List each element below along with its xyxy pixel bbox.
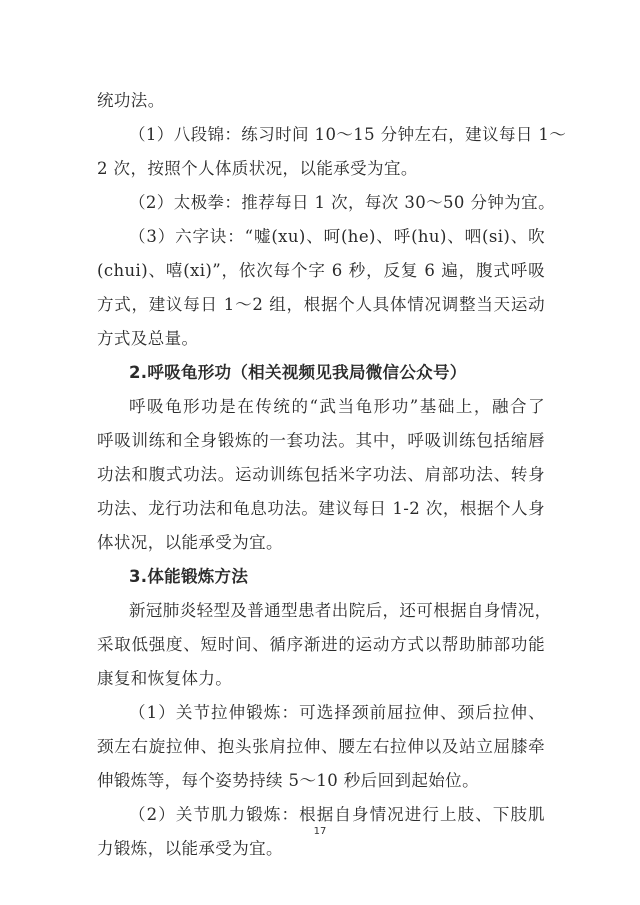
paragraph-line: 伸锻炼等，每个姿势持续 5～10 秒后回到起始位。 (97, 771, 479, 790)
text-line: 方式及总量。 (97, 329, 199, 348)
section-heading-breathing-turtle: 2.呼吸龟形功（相关视频见我局微信公众号） (129, 363, 467, 382)
list-item-joint-strength: （2）关节肌力锻炼：根据自身情况进行上肢、下肢肌 (129, 805, 545, 824)
text-line: 方式，建议每日 1～2 组，根据个人具体情况调整当天运动 (97, 295, 545, 314)
list-item-liuzijue: （3）六字诀：“嘘(xu)、呵(he)、呼(hu)、呬(si)、吹 (129, 227, 545, 246)
list-item-taijiquan: （2）太极拳：推荐每日 1 次，每次 30～50 分钟为宜。 (129, 193, 555, 212)
text-line: 2 次，按照个人体质状况，以能承受为宜。 (97, 159, 418, 178)
text-line: 统功法。 (97, 91, 165, 110)
section-heading-fitness: 3.体能锻炼方法 (129, 567, 249, 586)
paragraph-line: 力锻炼，以能承受为宜。 (97, 839, 283, 858)
paragraph-line: 功法和腹式功法。运动训练包括米字功法、肩部功法、转身 (97, 465, 545, 484)
page-number: 17 (313, 826, 327, 837)
text-line: (chui)、嘻(xi)”，依次每个字 6 秒，反复 6 遍，腹式呼吸 (97, 261, 545, 280)
paragraph-line: 呼吸龟形功是在传统的“武当龟形功”基础上，融合了 (129, 397, 545, 416)
paragraph-line: 呼吸训练和全身锻炼的一套功法。其中，呼吸训练包括缩唇 (97, 431, 545, 450)
paragraph-line: 功法、龙行功法和龟息功法。建议每日 1-2 次，根据个人身 (97, 499, 545, 518)
paragraph-line: 康复和恢复体力。 (97, 669, 233, 688)
paragraph-line: 颈左右旋拉伸、抱头张肩拉伸、腰左右拉伸以及站立屈膝牵 (97, 737, 545, 756)
paragraph-line: 新冠肺炎轻型及普通型患者出院后，还可根据自身情况， (129, 601, 552, 620)
paragraph-line: 采取低强度、短时间、循序渐进的运动方式以帮助肺部功能 (97, 635, 545, 654)
list-item-joint-stretch: （1）关节拉伸锻炼：可选择颈前屈拉伸、颈后拉伸、 (129, 703, 545, 722)
page-body (97, 84, 567, 866)
paragraph-line: 体状况，以能承受为宜。 (97, 533, 283, 552)
list-item-baduanjin: （1）八段锦：练习时间 10～15 分钟左右，建议每日 1～ (129, 125, 567, 144)
